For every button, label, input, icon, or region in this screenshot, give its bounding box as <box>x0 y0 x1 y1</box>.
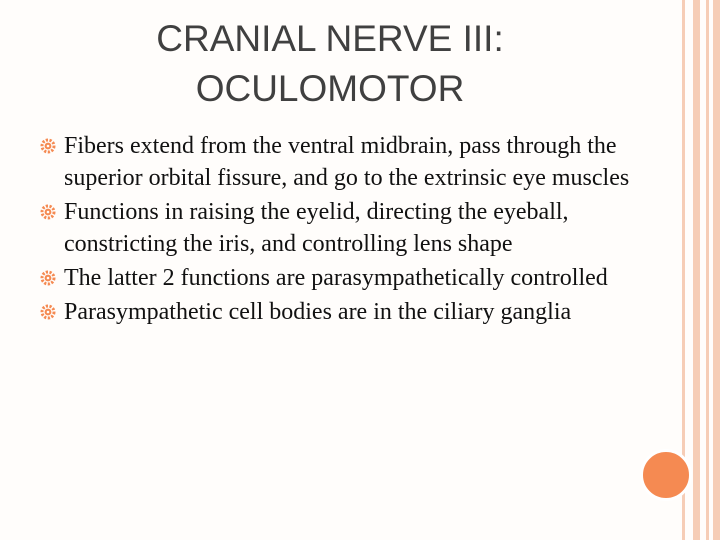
gear-bullet-icon <box>40 270 56 286</box>
bullet-list <box>40 130 640 330</box>
bullet-text: Functions in raising the eyelid, directing the eyeball, constricting the iris, and controlling lens shape <box>64 199 569 257</box>
bullet-text: The latter 2 functions are parasympathetically controlled <box>64 265 608 291</box>
bullet-item <box>40 296 640 328</box>
bullet-text: Parasympathetic cell bodies are in the ciliary ganglia <box>64 299 572 325</box>
title-line-2: OCULOMOTOR <box>195 68 465 109</box>
decorative-stripe <box>713 0 720 540</box>
decorative-circle <box>640 449 692 501</box>
gear-bullet-icon <box>40 138 56 154</box>
title-line-1: CRANIAL NERVE III: <box>156 18 504 59</box>
bullet-text: Fibers extend from the ventral midbrain, pass through the superior orbital fissure, and go to the extrinsic eye muscles <box>64 133 630 191</box>
decorative-stripe <box>706 0 709 540</box>
bullet-item <box>40 196 640 260</box>
decorative-stripe <box>693 0 700 540</box>
bullet-item <box>40 130 640 194</box>
slide-title <box>110 14 550 114</box>
gear-bullet-icon <box>40 304 56 320</box>
bullet-item <box>40 262 640 294</box>
gear-bullet-icon <box>40 204 56 220</box>
